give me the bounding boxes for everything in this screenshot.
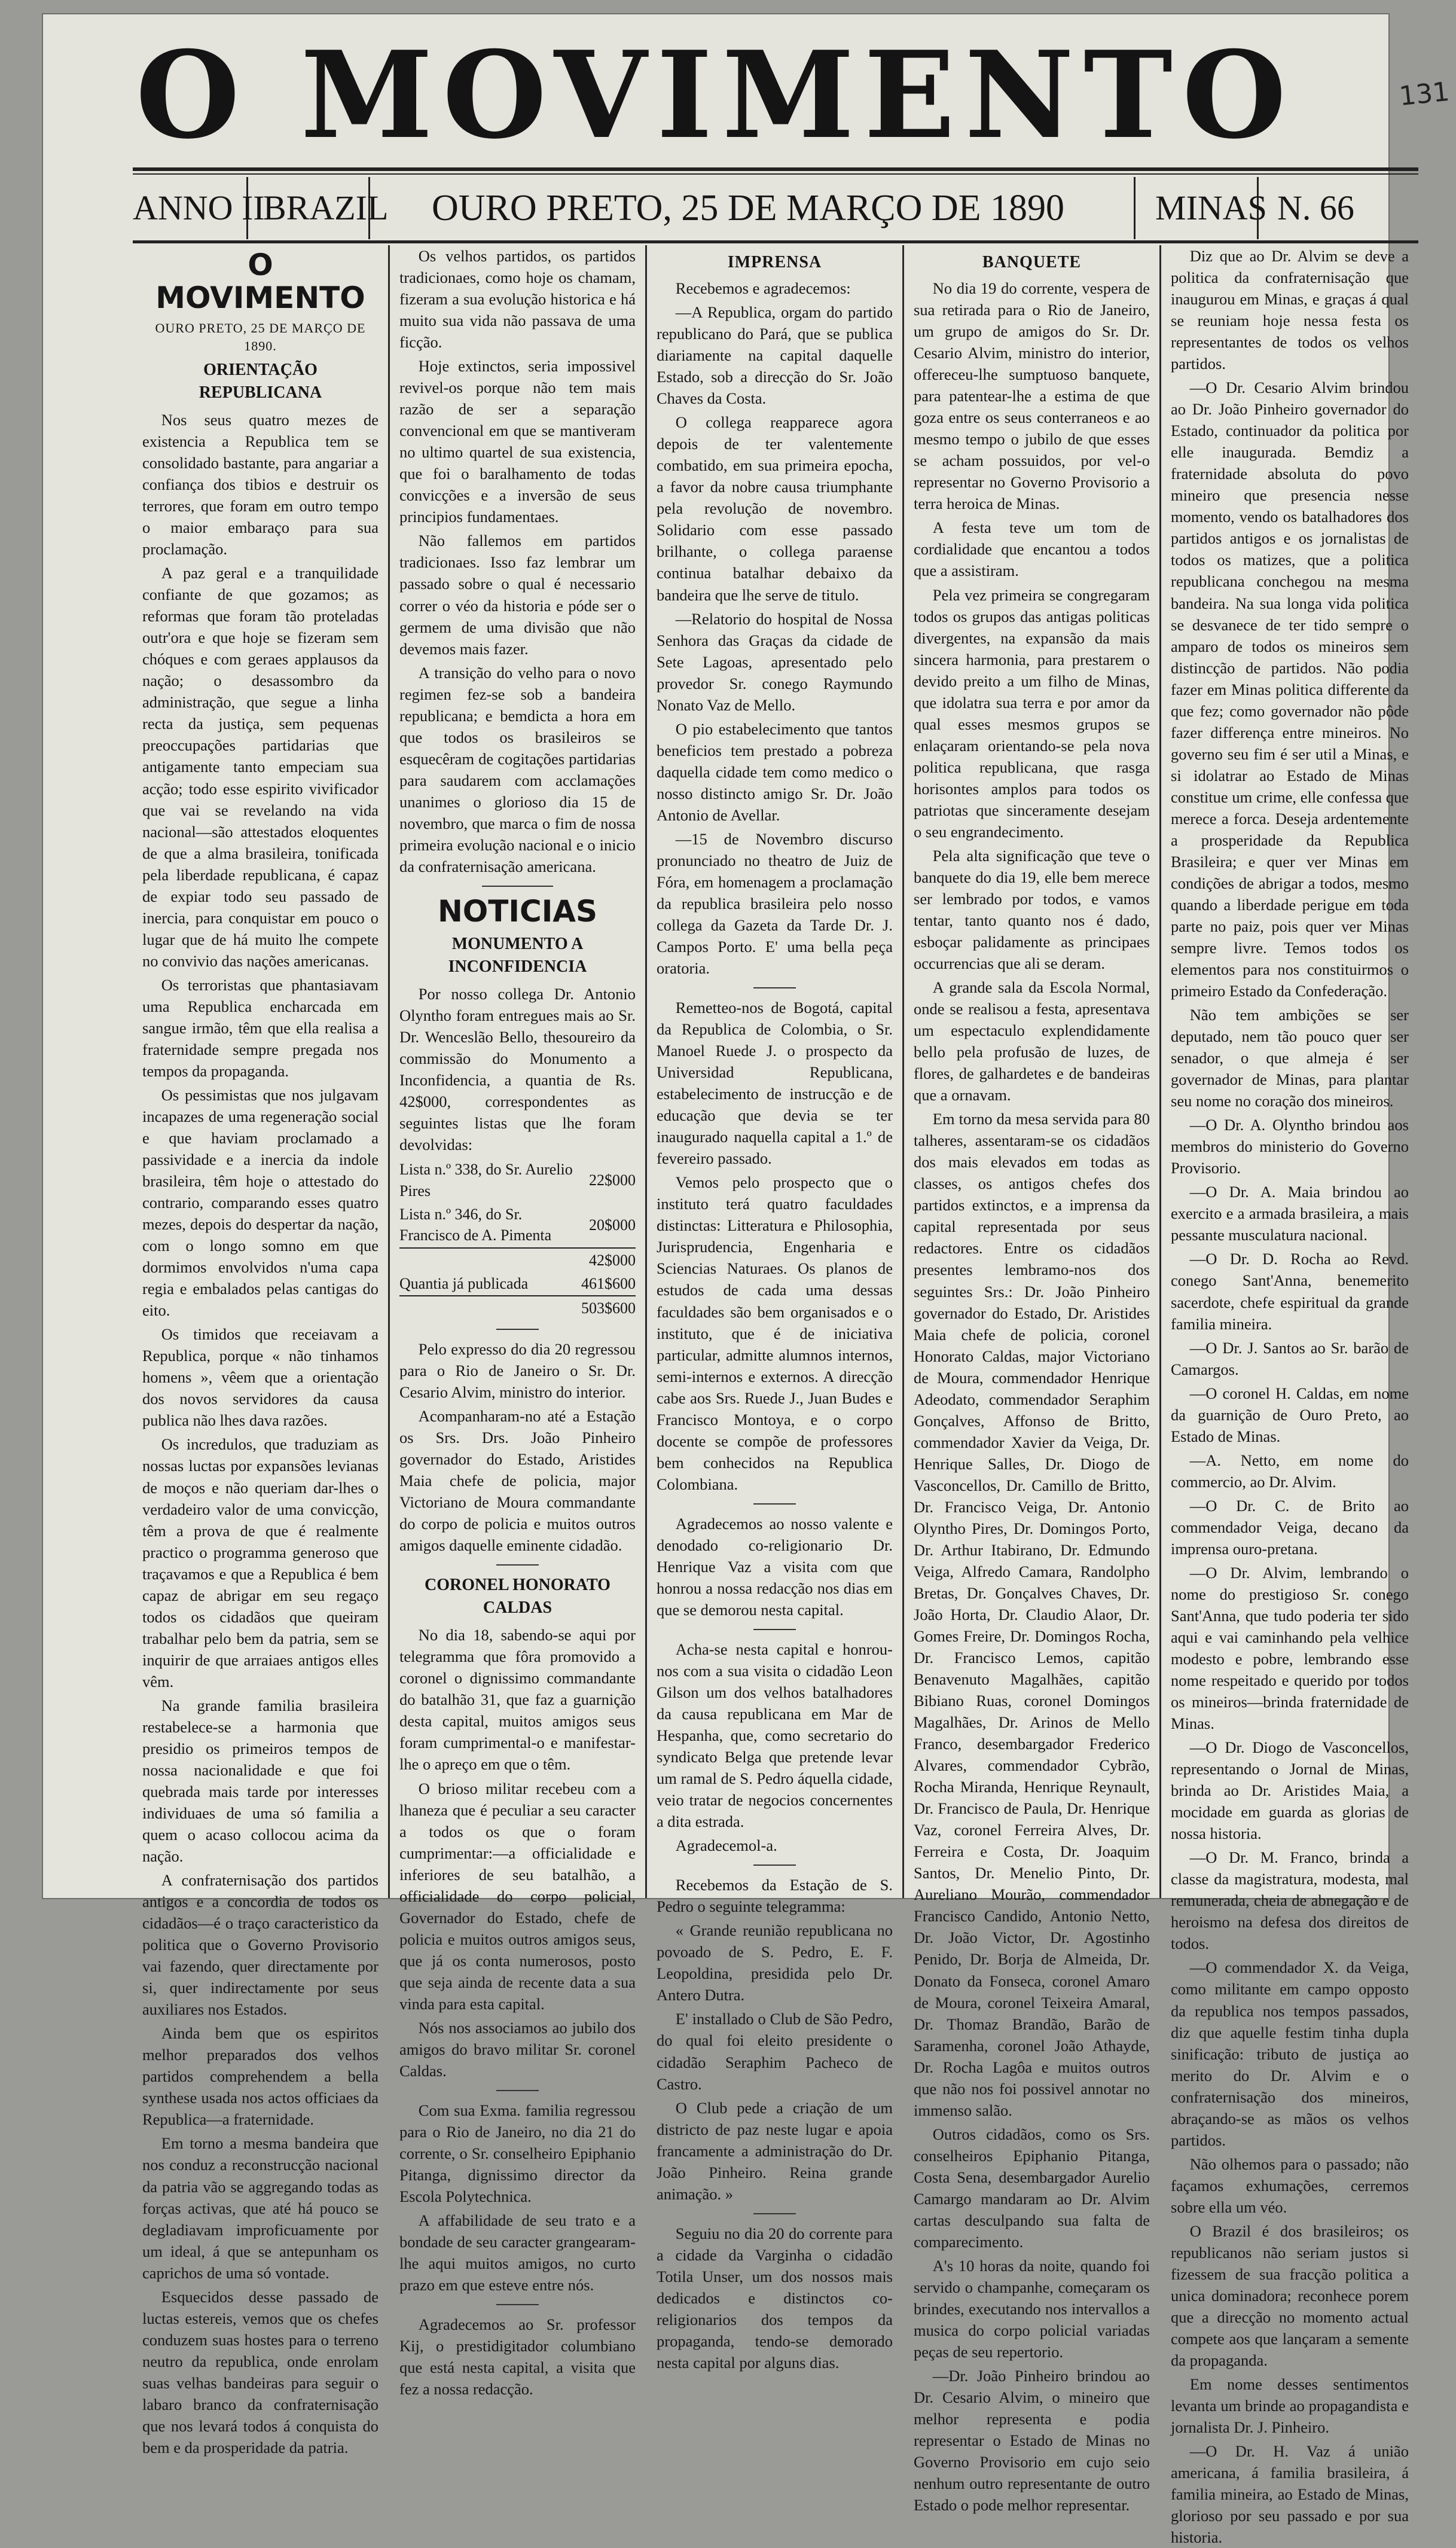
separator [496, 1564, 539, 1566]
paragraph: Hoje extinctos, seria impossivel revivel-os porque não tem mais razão de ser a separação convencional em que se mantiveram no ultimo quartel de sua existencia, que foi o baralhamento de todas convicções e a inversão de seus principios fundamentaes. [399, 357, 636, 526]
paragraph: A paz geral e a tranquilidade confiante de que gozamos; as reformas que foram tão proteladas outr'ora e que hoje se fizeram sem chóques e com geraes applausos da nação; o desassombro da administração, que segue a linha recta da justiça, sem pequenas preoccupações partidarias que antigamente tanto empeciam sua acção; todo esse espirito vivificador que vai se revelando na vida nacional—são attestados eloquentes de que a alma brasileira, tonificada pela liberdade republicana, é capaz de expiar todo seu passado de inercia, para conquistar em pouco o lugar que de há muito lhe compete no convivio das nações americanas. [142, 564, 379, 970]
paragraph: Pela vez primeira se congregaram todos os grupos das antigas politicas divergentes, na expansão da mais sincera harmonia, para prestarem o devido preito a um filho de Minas, que idolatra sua terra e por amor da qual esses mesmos grupos se enlaçaram orientando-se pela nova politica republicana, que rasga horisontes amplos para todos os patriotas que sinceramente desejam o seu engrandecimento. [914, 585, 1150, 841]
paragraph: Seguiu no dia 20 do corrente para a cidade da Varginha o cidadão Totila Unser, um dos nossos mais dedicados e distinctos co-religionarios dos tempos da propaganda, tendo-se demorado nesta capital por alguns dias. [657, 2224, 893, 2372]
paragraph: A transição do velho para o novo regimen fez-se sob a bandeira republicana; e bemdicta a hora em que todos os brasileiros se esquecêram de cogitações partidarias para saudarem com acclamações unanimes o glorioso dia 15 de novembro, que marca o fim de nossa primeira evolução nacional e o inicio da confraternisação americana. [399, 663, 636, 875]
ledger-published-label: Quantia já publicada [399, 1275, 529, 1293]
coronel-heading: CORONEL HONORATO CALDAS [425, 1576, 611, 1618]
newspaper-page [43, 14, 1409, 2547]
ledger-row [399, 1272, 636, 1296]
paragraph: Pelo expresso do dia 20 regressou para o Rio de Janeiro o Sr. Dr. Cesario Alvim, ministro do interior. [399, 1339, 636, 1401]
paragraph: —O Dr. A. Maia brindou ao exercito e a armada brasileira, a mais pessante musculatura nacional. [1171, 1183, 1409, 1244]
paragraph: Diz que ao Dr. Alvim se deve a politica da confraternisação que inaugurou em Minas, e graças á qual se reuniam hoje nessa festa os representantes de todos os velhos partidos. [1171, 247, 1409, 373]
paragraph: —O commendador X. da Veiga, como militante em campo opposto da republica nos tempos passados, diz que aquelle festim tinha dupla sinificação: tributo de justiça ao merito do Dr. Alvim e o confraternisação dos mineiros, abraçando-se as mãos os velhos partidos. [1171, 1958, 1409, 2149]
paragraph: Esquecidos desse passado de luctas estereis, vemos que os chefes conduzem suas hostes para o terreno neutro da republica, onde enrolam suas velhas bandeiras para seguir o labaro branco da confraternisação que nos levará todos á conquista do bem e da prosperidade da patria. [142, 2287, 379, 2457]
paragraph: A's 10 horas da noite, quando foi servido o champanhe, começaram os brindes, executando nos intervallos a musica do corpo policial variadas peças de seu repertorio. [914, 2256, 1150, 2361]
paragraph: Pela alta significação que teve o banquete do dia 19, elle bem merece ser lembrado por todos, e vamos tentar, tanto quanto nos é dado, esboçar palidamente as principaes occurrencias que ali se deram. [914, 846, 1150, 973]
paragraph: A confraternisação dos partidos antigos e a concordia de todos os cidadãos—é o traço caracteristico da politica que o Governo Provisorio vai fazendo, quer directamente por si, quer indirectamente por seus auxiliares nos Estados. [142, 1871, 379, 2019]
paragraph: —O Dr. C. de Brito ao commendador Veiga, decano da imprensa ouro-pretana. [1171, 1496, 1409, 1558]
paragraph: Acompanharam-no até a Estação os Srs. Drs. João Pinheiro governador do Estado, Aristides Maia chefe de policia, major Victoriano de Moura commandante do corpo de policia e muitos outros amigos daquelle eminente cidadão. [399, 1406, 636, 1555]
paragraph: Os timidos que receiavam a Republica, porque « não tinhamos homens », vêem que a orientação dos novos servidores da causa publica não lhes dava razões. [142, 1325, 379, 1430]
paragraph: Os velhos partidos, os partidos tradicionaes, como hoje os chamam, fizeram a sua evolução historica e há muito sua vida não passava de uma ficção. [399, 247, 636, 352]
dateline-bar [133, 177, 1418, 239]
paragraph: —Relatorio do hospital de Nossa Senhora das Graças da cidade de Sete Lagoas, apresentado pelo provedor Sr. conego Raymundo Nonato Vaz de Mello. [657, 609, 893, 714]
paragraph: —O Dr. Diogo de Vasconcellos, representando o Jornal de Minas, brinda ao Dr. Aristides Maia, a mocidade em guarda as glorias de nossa historia. [1171, 1738, 1409, 1843]
paragraph: —O Dr. Cesario Alvim brindou ao Dr. João Pinheiro governador do Estado, continuador da politica por elle inaugurada. Bemdiz a fraternidade absoluta do povo mineiro que presencia nesse momento, vendo os batalhadores dos partidos antigos e os jornalistas de todos os matizes, que a politica republicana conchegou na mesma bandeira. Na sua longa vida politica se desvanece de ter tido sempre o amparo de todos os mineiros sem distincção de partidos. Não podia fazer em Minas politica differente da que fez; como governador não pôde fazer differença entre mineiros. No governo seu fim é ser util a Minas, e si idolatrar ao Estado de Minas constitue um crime, elle confessa que merece a forca. Deseja ardentemente a prosperidade da Republica Brasileira; e quer ver Minas em condições de abrigar a todos, mesmo quando a liberdade perigue em toda parte no paiz, pois quer ver Minas sempre livre. Temos todos os elementos para nos constituirmos o primeiro Estado da Confederação. [1171, 379, 1409, 1000]
dateline-state: MINAS [1143, 177, 1259, 239]
paragraph: Recebemos e agradecemos: [675, 279, 851, 298]
separator [753, 1865, 796, 1866]
paragraph: O Brazil é dos brasileiros; os republicanos não seriam justos si fizessem de sua fracção politica a unica dominadora; reconhece porem que a direcção no momento actual compete aos que lançaram a semente da propaganda. [1171, 2222, 1409, 2369]
dateline-year: ANNO II [133, 177, 248, 239]
paragraph: Em nome desses sentimentos levanta um brinde ao propagandista e jornalista Dr. J. Pinheiro. [1171, 2375, 1409, 2437]
paragraph: A grande sala da Escola Normal, onde se realisou a festa, apresentava um espectaculo explendidamente bello pela profusão de luzes, de flores, de galhardetes e de bandeiras que a ornavam. [914, 978, 1150, 1104]
dateline-country: BRAZIL [255, 177, 370, 239]
imprensa-heading: IMPRENSA [727, 253, 822, 271]
paragraph: Não olhemos para o passado; não façamos exhumações, cerremos sobre ella um véo. [1171, 2155, 1409, 2216]
paragraph: O Club pede a criação de um districto de paz neste lugar e apoia francamente a administração do Dr. João Pinheiro. Reina grande animação. » [657, 2098, 893, 2203]
paragraph: —O Dr. H. Vaz á união americana, á familia brasileira, á familia mineira, ao Estado de Minas, glorioso por seu passado e por sua historia. [1171, 2442, 1409, 2547]
paragraph: Não tem ambições se ser deputado, nem tão pouco quer ser senador, o que almeja é ser governador de Minas, para plantar seu nome no coração dos mineiros. [1171, 1006, 1409, 1110]
noticias-heading: NOTICIAS [437, 893, 598, 929]
banquete-heading: BANQUETE [982, 253, 1082, 271]
ledger-published-amount: 461$600 [581, 1275, 636, 1293]
paragraph: A affabilidade de seu trato e a bondade de seu caracter grangearam-lhe aqui muitos amigos, no curto prazo em que esteve entre nós. [399, 2211, 636, 2294]
separator [496, 2090, 539, 2091]
paragraph: —O Dr. M. Franco, brinda a classe da magistratura, modesta, mal remunerada, cheia de abnegação e de heroismo na defesa dos direitos de todos. [1171, 1848, 1409, 1953]
paragraph: Na grande familia brasileira restabelece-se a harmonia que presidio os primeiros tempos de nossa nacionalidade e que foi quebrada mais tarde por interesses individuaes de uma só familia a quem o acaso collocou acima da nação. [142, 1696, 379, 1866]
separator [482, 886, 553, 887]
paragraph: Agradecemos ao Sr. professor Kij, o prestidigitador columbiano que está nesta capital, a visita que fez a nossa redacção. [399, 2315, 636, 2399]
column-4 [904, 245, 1161, 2515]
separator [753, 2213, 796, 2214]
masthead-rule-thin [133, 173, 1418, 175]
archive-page-number: 131 [1397, 76, 1451, 112]
separator [753, 1503, 796, 1505]
editorial-dateline: OURO PRETO, 25 DE MARÇO DE 1890. [155, 321, 366, 353]
masthead-title: O MOVIMENTO [135, 25, 1296, 166]
paragraph: —15 de Novembro discurso pronunciado no theatro de Juiz de Fóra, em homenagem a proclamação da republica brasileira pelo nosso collega da Gazeta da Tarde Dr. J. Campos Porto. E' uma bella peça oratoria. [657, 829, 893, 978]
dateline-issue: N. 66 [1277, 188, 1354, 227]
paragraph: —A. Netto, em nome do commercio, ao Dr. Alvim. [1171, 1451, 1409, 1491]
paragraph: —O Dr. J. Santos ao Sr. barão de Camargos. [1171, 1338, 1409, 1378]
paragraph: Remetteo-nos de Bogotá, capital da Republica de Colombia, o Sr. Manoel Ruede J. o prospecto da Universidad Republicana, estabelecimento de instrucção e de educação que devia se ter inaugurado naquella capital a 1.º de fevereiro passado. [657, 999, 893, 1168]
dateline-place-date: OURO PRETO, 25 DE MARÇO DE 1890 [362, 177, 1136, 239]
paragraph: « Grande reunião republicana no povoado de S. Pedro, E. F. Leopoldina, presidida pelo Dr. Antero Dutra. [657, 1921, 893, 2004]
ledger-subtotal: 42$000 [581, 1248, 636, 1272]
editorial-subheading: ORIENTAÇÃO REPUBLICANA [199, 360, 322, 402]
paragraph: Os terroristas que phantasiavam uma Republica encharcada em sangue irmão, têm que ella realisa a fraternidade sempre pregada nos tempos da propaganda. [142, 975, 379, 1080]
paragraph: Os incredulos, que traduziam as nossas luctas por expansões levianas de moços e não queriam dar-lhes o verdadeiro valor de uma convicção, têm a prova de que é realmente practico o programma generoso que traçavamos e que a Republica é bem capaz de abrigar em seu regaço todos os cidadãos que queiram trabalhar pelo bem da patria, sem se inquirir de que arraiaes antigos elles vêm. [142, 1435, 379, 1690]
separator [496, 2304, 539, 2305]
paragraph: —O Dr. Alvim, lembrando o nome do prestigioso Sr. conego Sant'Anna, que tudo poderia ter sido aqui e vai caminhando pela velhice modesto e pobre, lembrando esse nome respeitado e querido por todos os mineiros—brinda fraternidade de Minas. [1171, 1563, 1409, 1733]
paragraph: —O Dr. D. Rocha ao Revd. conego Sant'Anna, benemerito sacerdote, chefe espiritual da grande familia mineira. [1171, 1250, 1409, 1333]
paragraph: —Dr. João Pinheiro brindou ao Dr. Cesario Alvim, o mineiro que melhor representa e podia representar o Estado de Minas no Governo Provisorio em cujo seio nenhum outro representante de outro Estado o pode melhor representar. [914, 2367, 1150, 2515]
paragraph: A festa teve um tom de cordialidade que encantou a todos que a assistiram. [914, 518, 1150, 580]
ledger-label: Lista n.º 338, do Sr. Aurelio Pires [399, 1161, 573, 1200]
paragraph: Nós nos associamos ao jubilo dos amigos do bravo militar Sr. coronel Caldas. [399, 2018, 636, 2080]
paragraph: O brioso militar recebeu com a lhaneza que é peculiar a seu caracter a todos os que o foram cumprimentar:—a officialidade e inferiores de seu batalhão, a officialidade do corpo policial, Governador do Estado, chefe de policia e muitos outros amigos seus, que já os conta numerosos, posto que seja ainda de recente data a sua vinda para esta capital. [399, 1779, 636, 2013]
ledger-total: 503$600 [581, 1296, 636, 1320]
paragraph: Acha-se nesta capital e honrou-nos com a sua visita o cidadão Leon Gilson um dos velhos batalhadores da causa republicana em Mar de Hespanha, que, como secretario do syndicato Belga que pretende levar um ramal de S. Pedro áquella cidade, veio tratar de negocios concernentes a dita estrada. [657, 1640, 893, 1831]
article-columns [133, 245, 1418, 2547]
paragraph: —O coronel H. Caldas, em nome da guarnição de Ouro Preto, ao Estado de Minas. [1171, 1384, 1409, 1445]
paragraph: Em torno a mesma bandeira que nos conduz a reconstrucção nacional da patria vão se aggregando todas as forças activas, que até há pouco se degladiavam improficuamente por um ideal, á que se antepunham os caprichos de uma só vontade. [142, 2134, 379, 2282]
ledger-total-row [399, 1296, 636, 1320]
column-1 [133, 245, 390, 2457]
paragraph: Não fallemos em partidos tradicionaes. Isso faz lembrar um passado sobre o qual é necessario correr o véo da historia e póde ser o germem de uma divisão que não devemos mais fazer. [399, 532, 636, 658]
ledger-amount: 22$000 [589, 1171, 636, 1189]
column-2 [390, 245, 647, 2399]
paragraph: Agradecemos ao nosso valente e denodado co-religionario Dr. Henrique Vaz a visita com que honrou a nossa redacção nos dias em que se demorou nesta capital. [657, 1514, 893, 1619]
paragraph: Agradecemol-a. [675, 1836, 777, 1855]
column-5 [1161, 245, 1418, 2547]
donation-ledger [399, 1158, 636, 1320]
ledger-row [399, 1203, 636, 1248]
paragraph: Ainda bem que os espiritos melhor preparados dos velhos partidos comprehendem a bella synthese usada nos actos officiaes da Republica—a fraternidade. [142, 2024, 379, 2129]
ledger-amount: 20$000 [589, 1216, 636, 1234]
paragraph: Com sua Exma. familia regressou para o Rio de Janeiro, no dia 21 do corrente, o Sr. conselheiro Epiphanio Pitanga, dignissimo director da Escola Polytechnica. [399, 2101, 636, 2206]
paragraph: —O Dr. A. Olyntho brindou aos membros do ministerio do Governo Provisorio. [1171, 1116, 1409, 1177]
separator [753, 987, 796, 988]
paragraph: Por nosso collega Dr. Antonio Olyntho foram entregues mais ao Sr. Dr. Wenceslão Bello, thesoureiro da commissão do Monumento a Inconfidencia, a quantia de Rs. 42$000, correspondentes as seguintes listas que lhe foram devolvidas: [399, 985, 636, 1154]
column-3 [647, 245, 904, 2372]
paragraph: E' installado o Club de São Pedro, do qual foi eleito presidente o cidadão Seraphim Pacheco de Castro. [657, 2010, 893, 2093]
monumento-heading: MONUMENTO A INCONFIDENCIA [448, 934, 587, 976]
separator [496, 1329, 539, 1330]
paragraph: Outros cidadãos, como os Srs. conselheiros Epiphanio Pitanga, Costa Sena, desembargador Aurelio Camargo mandaram ao Dr. Alvim cartas desculpando sua falta de comparecimento. [914, 2125, 1150, 2251]
paragraph: Em torno da mesa servida para 80 talheres, assentaram-se os cidadãos dos mais elevados em todas as classes, os antigos chefes dos partidos extinctos, e a imprensa da capital representada por seus redactores. Entre os cidadãos presentes lembramo-nos dos seguintes Srs.: Dr. João Pinheiro governador do Estado, Dr. Aristides Maia chefe de policia, coronel Honorato Caldas, major Victoriano de Moura, commendador Henrique Adeodato, commendador Seraphim Gonçalves, Affonso de Britto, commendador Xavier da Veiga, Dr. Henrique Salles, Dr. Diogo de Vasconcellos, Dr. Camillo de Britto, Dr. Francisco Veiga, Dr. Antonio Olyntho Pires, Dr. Domingos Porto, Dr. Arthur Itabirano, Dr. Edmundo Veiga, Alfredo Camara, Randolpho Bretas, Dr. Gonçalves Chaves, Dr. João Horta, Dr. Claudio Alaor, Dr. Gomes Freire, Dr. Domingos Rocha, Dr. Francisco Lemos, capitão Benavenuto Magalhães, capitão Bibiano Ruas, coronel Domingos Magalhães, Dr. Arinos de Mello Franco, desembargador Frederico Alvares, commendador Cybrão, Rocha Miranda, Henrique Reynault, Dr. Francisco de Paula, Dr. Henrique Vaz, coronel Ferreira Alves, Dr. Ferreira e Costa, Dr. Joaquim Santos, Dr. Menelio Pinto, Dr. Aureliano Mourão, commendador Francisco Candido, Antonio Netto, Dr. João Victor, Dr. Agostinho Penido, Dr. Borja de Almeida, Dr. Donato da Fonseca, coronel Amaro de Moura, coronel Teixeira Amaral, Dr. Thomaz Brandão, Barão de Saramenha, coronel João Athayde, Dr. Rocha Lagôa e muitos outros que não nos foi possivel annotar no immenso salão. [914, 1110, 1150, 2119]
dateline-rule [133, 240, 1418, 243]
paragraph: O pio estabelecimento que tantos beneficios tem prestado a pobreza daquella cidade tem como medico o nosso distincto amigo Sr. Dr. João Antonio de Avellar. [657, 719, 893, 824]
masthead-rule [133, 167, 1418, 171]
paragraph: —A Republica, orgam do partido republicano do Pará, que se publica diariamente na capital daquelle Estado, sob a direcção do Sr. João Chaves da Costa. [657, 303, 893, 408]
ledger-label: Lista n.º 346, do Sr. Francisco de A. Pimenta [399, 1206, 552, 1244]
paragraph: No dia 19 do corrente, vespera de sua retirada para o Rio de Janeiro, um grupo de amigos do Sr. Dr. Cesario Alvim, ministro do interior, offereceu-lhe sumptuoso banquete, para patentear-lhe a estima de que goza entre os seus conterraneos e ao mesmo tempo o jubilo de que esses se acham possuidos, por vel-o representar no Governo Provisorio a terra heroica de Minas. [914, 279, 1150, 513]
paragraph: Nos seus quatro mezes de existencia a Republica tem se consolidado bastante, para angariar a confiança dos tibios e destruir os terrores, que foram em outro tempo o maior embaraço para sua proclamação. [142, 410, 379, 559]
paragraph: O collega reapparece agora depois de ter valentemente combatido, em sua primeira epocha, a favor da nobre causa triumphante pela revolução de novembro. Solidario com esse passado brilhante, o collega paraense continua batalhar debaixo da bandeira que lhe serve de titulo. [657, 413, 893, 604]
separator [753, 1629, 796, 1630]
paragraph: Recebemos da Estação de S. Pedro o seguinte telegramma: [657, 1876, 893, 1916]
paragraph: Vemos pelo prospecto que o instituto terá quatro faculdades distinctas: Litteratura e Philosophia, Jurisprudencia, Engenharia e Sciencias Naturaes. Os planos de estudos de cada uma dessas faculdades são bem organisados e o instituto, que é de iniciativa particular, admitte alumnos internos, semi-internos e externos. A direcção cabe aos Srs. Ruede J., Juan Budes e Francisco Montoya, e o corpo docente se compõe de professores bem conhecidos na Republica Colombiana. [657, 1173, 893, 1493]
ledger-row [399, 1158, 636, 1203]
paragraph: No dia 18, sabendo-se aqui por telegramma que fôra promovido a coronel o dignissimo commandante do batalhão 31, que faz a guarnição desta capital, muitos amigos seus foram cumprimental-o e manifestar-lhe o apreço em que o têm. [399, 1626, 636, 1774]
ledger-subtotal-row [399, 1248, 636, 1272]
editorial-heading: O MOVIMENTO [155, 248, 365, 315]
paragraph: Os pessimistas que nos julgavam incapazes de uma regeneração social e que haviam proclamado a passividade e a inercia da indole brasileira, têm hoje o attestado do contrario, comparando esses quatro mezes, depois do despertar da nação, com o longo somno em que dormimos envolvidos n'uma capa regia e embalados pelas cantigas do eito. [142, 1085, 379, 1320]
